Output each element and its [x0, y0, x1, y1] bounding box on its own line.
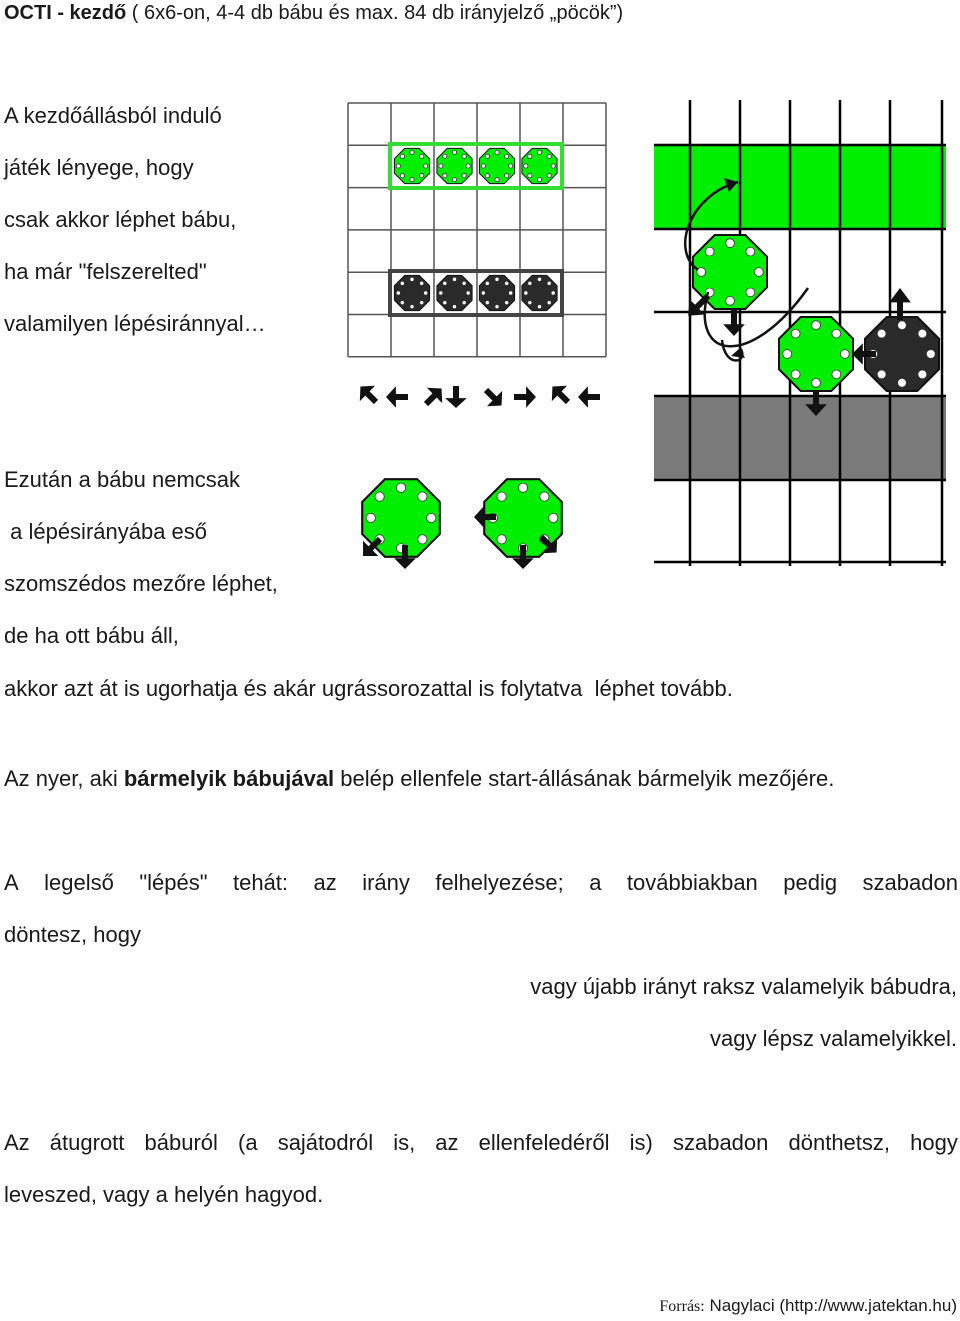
word: továbbiakban — [626, 870, 758, 895]
peg-hole — [726, 296, 735, 305]
direction-arrow-icon — [386, 386, 408, 408]
peg-hole — [877, 370, 886, 379]
peg-hole — [466, 164, 470, 168]
direction-arrow-icon — [478, 382, 509, 413]
peg-hole — [509, 291, 513, 295]
title-rest: ( 6x6-on, 4-4 db bábu és max. 84 db irányjelző „pöcök”) — [126, 2, 624, 24]
board-grid — [348, 103, 606, 357]
direction-arrow-icon — [545, 379, 576, 410]
first-move-line-1 — [4, 870, 958, 896]
peg-hole — [462, 154, 466, 158]
direction-arrow-icon — [889, 288, 911, 320]
word: az — [435, 1130, 459, 1155]
octagon-piece-dark — [437, 275, 472, 310]
peg-hole — [418, 492, 427, 501]
octagon-piece-green — [394, 148, 429, 183]
peg-hole — [452, 150, 456, 154]
green-start-zone — [654, 145, 946, 229]
word: dönthetsz, — [788, 1130, 891, 1155]
peg-hole — [791, 370, 800, 379]
move-line-2: a lépésirányába eső — [4, 519, 208, 544]
move-line-4: de ha ott bábu áll, — [4, 623, 179, 648]
peg-hole — [400, 301, 404, 305]
peg-hole — [524, 291, 528, 295]
peg-hole — [832, 329, 841, 338]
title-bold: OCTI - kezdő — [4, 2, 127, 24]
direction-arrow-icon — [445, 386, 467, 408]
peg-hole — [505, 154, 509, 158]
octagon-piece-dark — [394, 275, 429, 310]
intro-line-5: valamilyen lépésiránnyal… — [4, 311, 266, 336]
peg-hole — [462, 174, 466, 178]
word: átugrott — [49, 1130, 125, 1155]
peg-hole — [746, 288, 755, 297]
source-text: Nagylaci (http://www.jatektan.hu) — [704, 1296, 957, 1315]
jump-diagram — [650, 100, 950, 566]
peg-hole — [495, 277, 499, 281]
peg-hole — [497, 535, 506, 544]
word: felhelyezése; — [435, 870, 564, 895]
peg-hole — [551, 164, 555, 168]
peg-hole — [537, 277, 541, 281]
win-line — [4, 766, 834, 792]
peg-hole — [551, 291, 555, 295]
word: A — [4, 870, 19, 895]
peg-hole — [505, 301, 509, 305]
move-line-3: szomszédos mezőre léphet, — [4, 571, 278, 596]
win-line-before: Az nyer, aki — [4, 766, 124, 791]
word: is) — [629, 1130, 653, 1155]
word: a — [589, 870, 602, 895]
peg-hole — [420, 154, 424, 158]
source-credit — [659, 1296, 957, 1316]
peg-hole — [746, 247, 755, 256]
word: is, — [393, 1130, 416, 1155]
word: szabadon — [672, 1130, 769, 1155]
peg-hole — [443, 281, 447, 285]
word: pedig — [783, 870, 838, 895]
grey-start-zone — [654, 396, 946, 480]
peg-hole — [812, 321, 821, 330]
jumped-line-2: leveszed, vagy a helyén hagyod. — [4, 1182, 324, 1207]
peg-hole — [547, 301, 551, 305]
peg-hole — [485, 301, 489, 305]
direction-legend — [346, 380, 612, 414]
word: hogy — [910, 1130, 958, 1155]
peg-hole — [410, 150, 414, 154]
example-pieces — [358, 475, 570, 581]
peg-hole — [396, 164, 400, 168]
peg-hole — [443, 174, 447, 178]
peg-hole — [443, 154, 447, 158]
word: ellenfeledéről — [478, 1130, 610, 1155]
peg-hole — [481, 291, 485, 295]
peg-hole — [400, 281, 404, 285]
peg-hole — [505, 174, 509, 178]
peg-hole — [400, 174, 404, 178]
word: "lépés" — [139, 870, 208, 895]
peg-hole — [481, 164, 485, 168]
option-move-piece: vagy lépsz valamelyikkel. — [710, 1026, 957, 1051]
direction-arrow-icon — [723, 310, 745, 336]
peg-hole — [505, 281, 509, 285]
win-line-bold: bármelyik bábujával — [123, 766, 335, 791]
peg-hole — [898, 378, 907, 387]
option-new-direction: vagy újabb irányt raksz valamelyik bábudra, — [530, 974, 957, 999]
intro-line-1: A kezdőállásból induló — [4, 103, 222, 128]
peg-hole — [420, 281, 424, 285]
peg-hole — [791, 329, 800, 338]
word: irány — [362, 870, 410, 895]
peg-hole — [528, 174, 532, 178]
peg-hole — [396, 483, 405, 492]
peg-hole — [705, 247, 714, 256]
word: szabadon — [862, 870, 958, 895]
peg-hole — [366, 513, 375, 522]
peg-hole — [466, 291, 470, 295]
word: tehát: — [232, 870, 289, 895]
octagon-piece-green — [437, 148, 472, 183]
peg-hole — [812, 378, 821, 387]
octagon-piece-dark — [522, 275, 557, 310]
peg-hole — [537, 150, 541, 154]
peg-hole — [400, 154, 404, 158]
peg-hole — [439, 291, 443, 295]
peg-hole — [537, 178, 541, 182]
peg-hole — [439, 164, 443, 168]
source-label: Forrás: — [659, 1298, 705, 1315]
peg-hole — [528, 281, 532, 285]
win-line-after: belép ellenfele start-állásának bármelyik mezőjére. — [334, 766, 835, 791]
start-board — [348, 103, 606, 357]
peg-hole — [832, 370, 841, 379]
word: az — [313, 870, 337, 895]
peg-hole — [537, 305, 541, 309]
peg-hole — [783, 350, 792, 359]
octagon-piece-green — [522, 148, 557, 183]
peg-hole — [424, 164, 428, 168]
peg-hole — [410, 277, 414, 281]
peg-hole — [420, 301, 424, 305]
word: legelső — [44, 870, 114, 895]
word: Az — [4, 1130, 30, 1155]
peg-hole — [549, 513, 558, 522]
page-title — [4, 2, 623, 25]
peg-hole — [528, 301, 532, 305]
peg-hole — [509, 164, 513, 168]
peg-hole — [495, 150, 499, 154]
peg-hole — [926, 350, 935, 359]
peg-hole — [497, 492, 506, 501]
peg-hole — [518, 483, 527, 492]
intro-line-3: csak akkor léphet bábu, — [4, 207, 237, 232]
peg-hole — [424, 291, 428, 295]
peg-hole — [898, 321, 907, 330]
peg-hole — [452, 178, 456, 182]
move-line-1: Ezután a bábu nemcsak — [4, 467, 241, 492]
peg-hole — [485, 174, 489, 178]
peg-hole — [443, 301, 447, 305]
word: sajátodról — [277, 1130, 374, 1155]
octagon-piece-green — [779, 317, 853, 391]
peg-hole — [754, 268, 763, 277]
peg-hole — [452, 277, 456, 281]
direction-arrow-icon — [514, 386, 536, 408]
first-move-line-2: döntesz, hogy — [4, 922, 141, 947]
jumped-line-1 — [4, 1130, 958, 1156]
peg-hole — [495, 305, 499, 309]
direction-arrow-icon — [353, 379, 384, 410]
peg-hole — [495, 178, 499, 182]
peg-hole — [547, 174, 551, 178]
peg-hole — [485, 154, 489, 158]
peg-hole — [410, 305, 414, 309]
peg-hole — [726, 239, 735, 248]
peg-hole — [877, 329, 886, 338]
peg-hole — [396, 291, 400, 295]
direction-arrow-icon — [418, 381, 449, 412]
jump-line: akkor azt át is ugorhatja és akár ugrássorozattal is folytatva léphet tovább. — [4, 676, 733, 701]
direction-arrow-icon — [578, 386, 600, 408]
peg-hole — [524, 164, 528, 168]
peg-hole — [528, 154, 532, 158]
peg-hole — [462, 301, 466, 305]
word: (a — [238, 1130, 258, 1155]
peg-hole — [427, 513, 436, 522]
octagon-piece-green — [479, 148, 514, 183]
peg-hole — [918, 370, 927, 379]
peg-hole — [462, 281, 466, 285]
peg-hole — [418, 535, 427, 544]
peg-hole — [840, 350, 849, 359]
peg-hole — [485, 281, 489, 285]
intro-line-4: ha már "felszerelted" — [4, 259, 207, 284]
peg-hole — [375, 492, 384, 501]
peg-hole — [547, 281, 551, 285]
peg-hole — [410, 178, 414, 182]
peg-hole — [452, 305, 456, 309]
peg-hole — [918, 329, 927, 338]
peg-hole — [540, 492, 549, 501]
intro-line-2: játék lényege, hogy — [4, 155, 194, 180]
octagon-piece-dark — [479, 275, 514, 310]
peg-hole — [420, 174, 424, 178]
word: báburól — [144, 1130, 218, 1155]
peg-hole — [547, 154, 551, 158]
octagon-piece-dark — [865, 317, 939, 391]
